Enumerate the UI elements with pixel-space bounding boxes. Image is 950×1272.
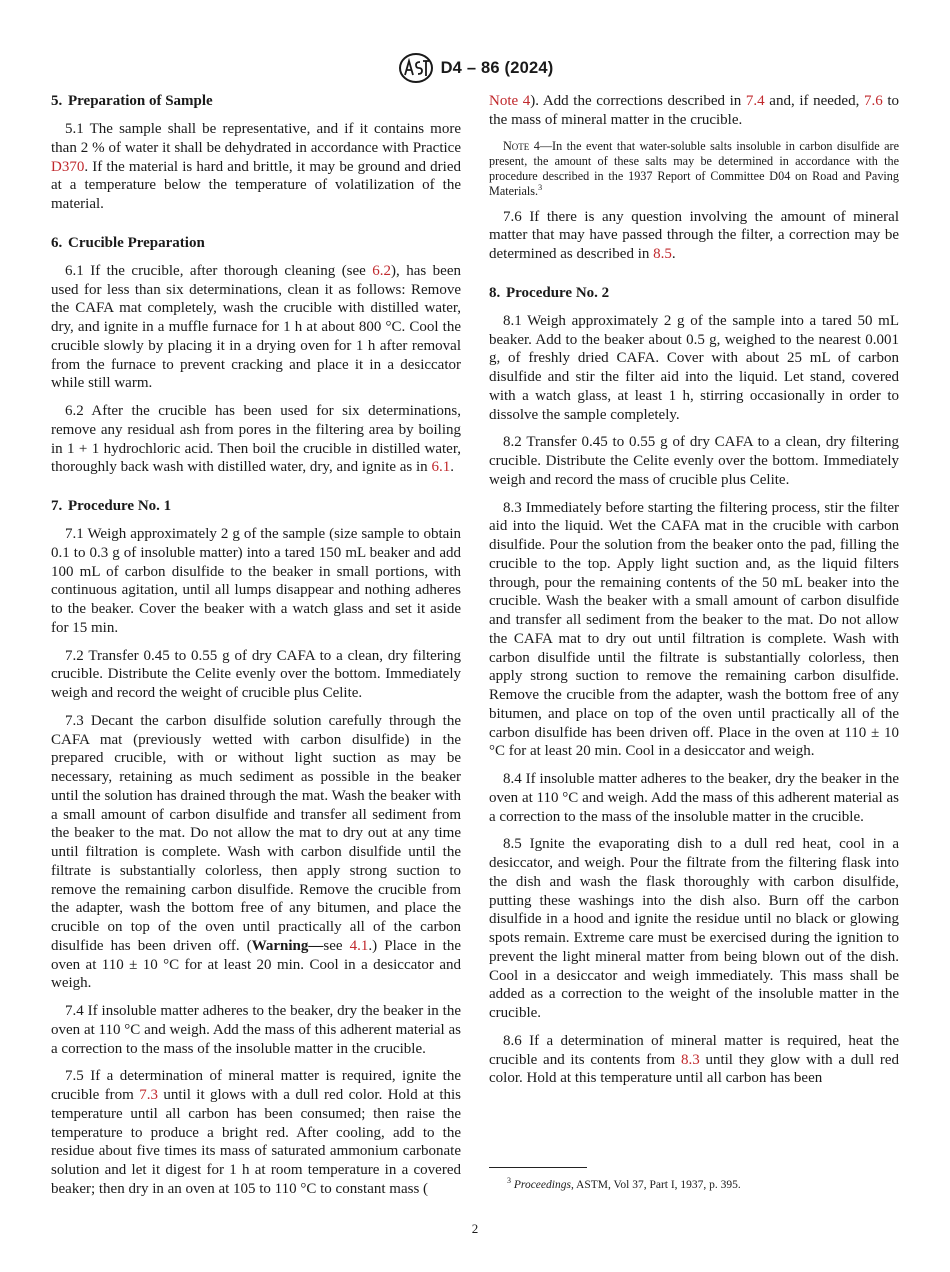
footnote-3: $^3$ Proceedings, ASTM, Vol 37, Part I, 1937, p. 395. [507, 1176, 741, 1191]
xref-6-1[interactable]: 6.1 [431, 459, 451, 476]
xref-d370[interactable]: D370 [51, 158, 85, 175]
paragraph-8-2: 8.2 Transfer 0.45 to 0.55 g of dry CAFA to a clean, dry filtering crucible. Distribute the Celite evenly over the bottom. Immediately weigh and record the mass of crucible plus Celite. [489, 434, 899, 488]
xref-8-3[interactable]: 8.3 [680, 1051, 700, 1068]
warning-label: Warning— [251, 937, 324, 954]
xref-7-3[interactable]: 7.3 [139, 1087, 158, 1103]
document-designation: D4 – 86 (2024) [440, 58, 554, 77]
xref-4-1[interactable]: 4.1 [349, 937, 369, 954]
paragraph-8-3: 8.3 Immediately before starting the filtering process, stir the filter aid into the liquid. Wet the CAFA mat in the crucible with carbon disulfide. Pour the solution from the beaker onto the pad, filling the crucible to the top. Apply light suction and, as the liquid filters through, pour the remaining contents of the 50 mL beaker into the crucible. Wash the beaker with a small amount of carbon disulfide and transfer all sediment from the beaker to the mat. Do not allow the CAFA mat to dry out until filtration is complete. Wash with carbon disulfide until the filtrate is substantially colorless, then apply strong suction to remove the remaining carbon disulfide. Remove the crucible from the adapter, wash the bottom free of any bitumen, and place on top of the oven until practically all of the carbon disulfide has been driven off. Place in the oven at 110 ± 10 °C for at least 20 min. Cool in a desiccator and weigh. [489, 499, 899, 760]
section-7-heading: 7. Procedure No. 1 [51, 498, 172, 514]
xref-7-4[interactable]: 7.4 [745, 93, 765, 109]
section-8-heading: 8. Procedure No. 2 [489, 284, 610, 301]
paragraph-7-4: 7.4 If insoluble matter adheres to the beaker, dry the beaker in the oven at 110 °C and weigh. Add the mass of this adherent material as a correction to the mass of the insoluble matter in the crucible. [51, 1003, 461, 1057]
page-header [0, 52, 950, 89]
paragraph-6-1: 6.1 If the crucible, after thorough cleaning (see 6.2), has been used for less than six determinations, clean it as follows: Remove the CAFA mat completely, wash the crucible with distilled water, dry, and ignite in a muffle furnace for 1 h at about 800 °C. Cool the crucible slowly by placing it in a drying oven for 1 h after removal from the furnace to prevent cracking and place it in a desiccator while still warm. [51, 262, 461, 392]
paragraph-7-1: 7.1 Weigh approximately 2 g of the sample (size sample to obtain 0.1 to 0.3 g of insoluble matter) into a tared 150 mL beaker and add 100 mL of carbon disulfide to the beaker in small portions, with continuous agitation, until all lumps disappear and nothing adheres to the beaker. Cover the beaker with a watch glass and set it aside for 15 min. [51, 526, 461, 636]
section-6-heading: 6. Crucible Preparation [51, 234, 205, 251]
paragraph-6-2: 6.2 After the crucible has been used for six determinations, remove any residual ash from pores in the filtering area by boiling in 1 + 1 hydrochloric acid. Then boil the crucible in distilled water, thoroughly back wash with distilled water, dry, and ignite as in 6.1. [51, 403, 461, 476]
left-column [51, 92, 461, 1199]
xref-note-4[interactable]: Note 4 [489, 93, 531, 109]
right-column [489, 92, 899, 1097]
xref-7-6[interactable]: 7.6 [863, 93, 883, 109]
footnote-ref-3[interactable]: 3 [538, 183, 543, 193]
xref-6-2[interactable]: 6.2 [372, 262, 392, 279]
paragraph-8-4: 8.4 If insoluble matter adheres to the beaker, dry the beaker in the oven at 110 °C and weigh. Add the mass of this adherent material as a correction to the mass of the insoluble matter in the crucible. [489, 771, 899, 825]
paragraph-5-1: 5.1 The sample shall be representative, and if it contains more than 2 % of water it shall be dehydrated in accordance with Practice D370. If the material is hard and brittle, it may be ground and dried at a temperature below the temperature of volatilization of the material. [51, 121, 461, 212]
paragraph-8-6: 8.6 If a determination of mineral matter is required, heat the crucible and its contents from 8.3 until they glow with a dull red color. Hold at this temperature until all carbon has been [489, 1032, 900, 1087]
paragraph-7-3: 7.3 Decant the carbon disulfide solution carefully through the CAFA mat (previously wetted with carbon disulfide) in the prepared crucible, with or without light suction as may be necessary, retaining as much sediment as possible in the beaker until the solution has drained through the mat. Wash the beaker with a small amount of carbon disulfide and transfer all sediment from the beaker to the mat. Do not allow the mat to dry out at any time until filtration is complete. Wash with carbon disulfide until the filtrate is substantially colorless, then apply strong suction to remove the remaining carbon disulfide. Remove the crucible from the adapter, wash the bottom free of any bitumen, and place the crucible on top of the oven until practically all of the carbon disulfide has been driven off. (Warning—see 4.1.) Place in the oven at 110 ± 10 °C for at least 20 min. Cool in a desiccator and weigh. [51, 712, 461, 992]
paragraph-7-5: 7.5 If a determination of mineral matter is required, ignite the crucible from 7.3 until it glows with a dull red color. Hold at this temperature until all carbon has been consumed; then raise the temperature to produce a bright red. After cooling, add to the residue about five times its mass of saturated ammonium carbonate solution and let it digest for 1 h at room temperature in a covered beaker; then dry in an oven at 105 to 110 °C to constant mass ( [51, 1068, 461, 1197]
paragraph-8-5: 8.5 Ignite the evaporating dish to a dull red heat, cool in a desiccator, and weigh. Pour the filtrate from the filtering flask into the dish and wash the flask thoroughly with carbon disulfide, putting these washings into the dish also. Burn off the carbon disulfide in a hood and ignite the residue until no black or glowing spots remain. Extreme care must be exercised during the ignition to prevent the light mineral matter from being blown out of the dish. Cool in a desiccator and weigh immediately. This mass shall be added as a correction to the weight of the insoluble matter in the crucible. [489, 836, 899, 1022]
page-number: 2 [471, 1221, 479, 1236]
paragraph-7-2: 7.2 Transfer 0.45 to 0.55 g of dry CAFA to a clean, dry filtering crucible. Distribute the Celite evenly over the bottom. Immediately weigh and record the weight of crucible plus Celite. [51, 647, 461, 701]
paragraph-8-1: 8.1 Weigh approximately 2 g of the sample into a tared 50 mL beaker. Add to the beaker about 0.5 g, weighed to the nearest 0.001 g, of freshly dried CAFA. Cover with about 25 mL of carbon disulfide and stir the filter aid into the liquid. Let stand, covered with a watch glass, at least 1 h, stirring occasionally in order to dissolve the sample completely. [489, 312, 899, 423]
note-4: Note 4—In the event that water-soluble salts insoluble in carbon disulfide are present, the amount of these salts may be determined in accordance with the procedure described in the 1937 Report of Committee D04 on Road and Paving Materials.$^3$ [489, 138, 899, 199]
section-5-heading: 5. Preparation of Sample [51, 93, 213, 109]
footnote-divider [489, 1167, 587, 1168]
paragraph-7-5-continued: Note 4). Add the corrections described in 7.4 and, if needed, 7.6 to the mass of mineral matter in the crucible. [489, 93, 899, 128]
xref-8-5[interactable]: 8.5 [653, 246, 672, 263]
paragraph-7-6: 7.6 If there is any question involving the amount of mineral matter that may have passed through the filter, a correction may be determined as described in 8.5. [489, 208, 899, 263]
astm-logo-icon [397, 52, 435, 84]
